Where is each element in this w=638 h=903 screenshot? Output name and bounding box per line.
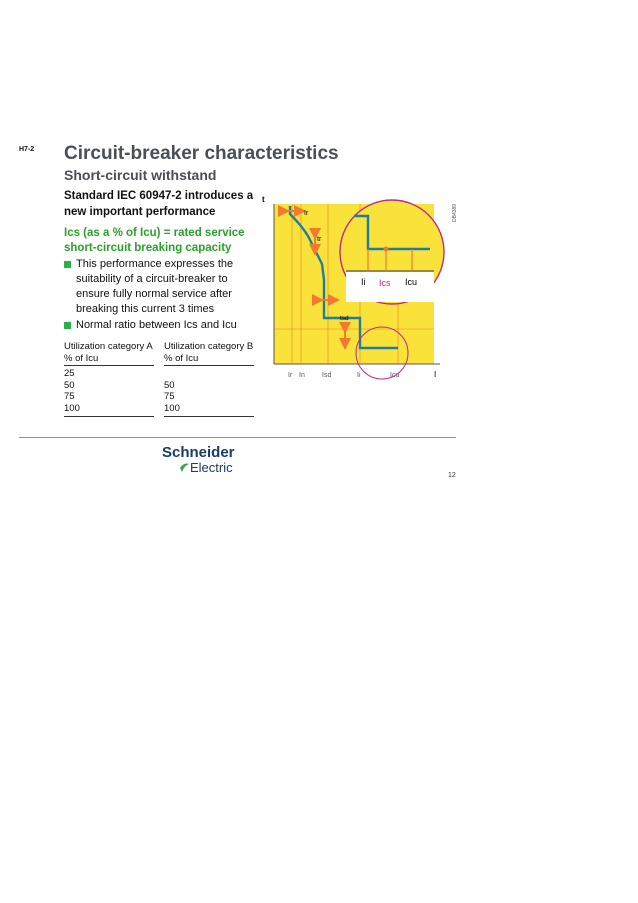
- trip-curve-figure: [262, 196, 447, 386]
- page-number: 12: [448, 472, 456, 479]
- zoom-label-ics: Ics: [379, 278, 391, 288]
- bullet-text: Normal ratio between Ics and Icu: [76, 319, 237, 331]
- table-cell: 50: [164, 379, 175, 391]
- bullet-text: This performance expresses the suitability of a circuit-breaker to ensure fully normal service after breaking this current 3 times: [76, 258, 234, 315]
- zoom-label-icu: Icu: [405, 277, 418, 287]
- label-tr: tr: [317, 236, 322, 243]
- table-bottom-rule: [64, 416, 154, 417]
- footer-rule: [19, 437, 456, 438]
- y-axis-label: t: [262, 196, 265, 204]
- logo-line1: Schneider: [162, 444, 235, 461]
- table-header: Utilization category A: [64, 341, 153, 352]
- table-header: Utilization category B: [164, 341, 254, 352]
- label-tsd: tsd: [340, 315, 349, 322]
- logo-leaf-icon: [180, 464, 189, 473]
- schneider-electric-logo: [160, 442, 270, 478]
- ics-definition: Ics (as a % of Icu) = rated service short-circuit breaking capacity: [64, 227, 245, 254]
- x-axis-label: I: [434, 370, 437, 379]
- page-subtitle: Short-circuit withstand: [64, 167, 217, 183]
- x-tick-label: In: [299, 372, 305, 379]
- page-title: Circuit-breaker characteristics: [64, 143, 339, 164]
- bullet-square-icon: [64, 261, 71, 268]
- bullet-square-icon: [64, 322, 71, 329]
- table-cell: 75: [164, 391, 175, 402]
- x-tick-label: Icu: [390, 372, 400, 379]
- table-column-category-b: [164, 341, 254, 417]
- table-cell-empty: [164, 368, 254, 380]
- table-cell: 100: [164, 402, 180, 414]
- table-cell: 75: [64, 391, 75, 402]
- figure-stamp: DB4389: [452, 203, 458, 222]
- table-column-category-a: [64, 341, 154, 417]
- table-subheader: % of Icu: [64, 353, 154, 367]
- table-cell: 25: [64, 368, 75, 379]
- intro-text: Standard IEC 60947-2 introduces a new important performance: [64, 190, 254, 218]
- table-bottom-rule: [164, 416, 254, 417]
- table-cell: 50: [64, 379, 75, 391]
- table-cell: 100: [64, 402, 80, 414]
- x-tick-label: Isd: [322, 372, 332, 379]
- x-tick-label: Ii: [357, 372, 361, 379]
- table-subheader: % of Icu: [164, 353, 254, 367]
- zoom-label-ii: Ii: [361, 277, 366, 287]
- logo-line2: Electric: [190, 460, 233, 475]
- x-tick-label: Ir: [288, 372, 293, 379]
- section-code: H7-2: [19, 146, 35, 153]
- label-ir: Ir: [304, 210, 309, 217]
